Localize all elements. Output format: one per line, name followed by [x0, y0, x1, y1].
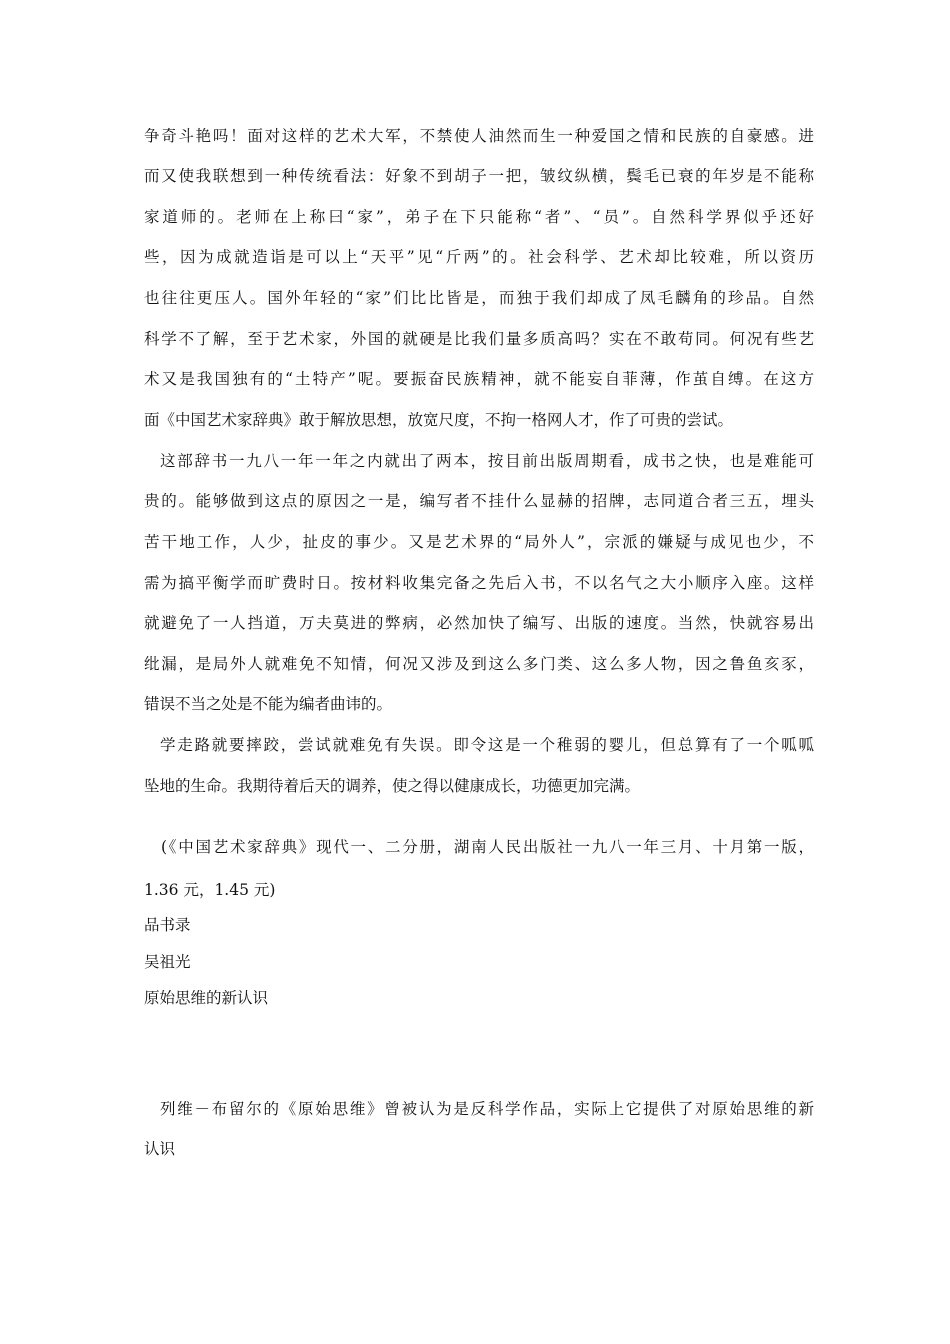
- text-line: 也往往更压人。国外年轻的“家”们比比皆是，而独于我们却成了凤毛麟角的珍品。自然: [144, 289, 814, 307]
- citation-line: 1.36 元，1.45 元): [144, 881, 276, 899]
- column-name: 品书录: [144, 916, 191, 934]
- text-line: 坠地的生命。我期待着后天的调养，使之得以健康成长，功德更加完满。: [144, 777, 641, 795]
- article-title: 原始思维的新认识: [144, 989, 269, 1007]
- text-line: 争奇斗艳吗！面对这样的艺术大军，不禁使人油然而生一种爱国之情和民族的自豪感。进: [144, 127, 814, 145]
- text-line: 学走路就要摔跤，尝试就难免有失误。即令这是一个稚弱的婴儿，但总算有了一个呱呱: [160, 736, 814, 754]
- text-line: 纰漏，是局外人就难免不知情，何况又涉及到这么多门类、这么多人物，因之鲁鱼亥豕，: [144, 655, 814, 673]
- text-line: 认识: [144, 1140, 176, 1158]
- text-line: 术又是我国独有的“土特产”呢。要振奋民族精神，就不能妄自菲薄，作茧自缚。在这方: [144, 370, 814, 388]
- text-line: 贵的。能够做到这点的原因之一是，编写者不挂什么显赫的招牌，志同道合者三五，埋头: [144, 492, 814, 510]
- text-line: 需为搞平衡学而旷费时日。按材料收集完备之先后入书，不以名气之大小顺序入座。这样: [144, 574, 814, 592]
- text-line: 这部辞书一九八一年一年之内就出了两本，按目前出版周期看，成书之快，也是难能可: [160, 452, 814, 470]
- text-line: 错误不当之处是不能为编者曲讳的。: [144, 695, 393, 713]
- text-line: 科学不了解，至于艺术家，外国的就硬是比我们量多质高吗？实在不敢苟同。何况有些艺: [144, 330, 814, 348]
- text-line: 就避免了一人挡道，万夫莫进的弊病，必然加快了编写、出版的速度。当然，快就容易出: [144, 614, 814, 632]
- author-name: 吴祖光: [144, 953, 191, 971]
- text-line: 苦干地工作，人少，扯皮的事少。又是艺术界的“局外人”，宗派的嫌疑与成见也少，不: [144, 533, 814, 551]
- text-line: 面《中国艺术家辞典》敢于解放思想，放宽尺度，不拘一格网人才，作了可贵的尝试。: [144, 411, 734, 429]
- text-line: 列维－布留尔的《原始思维》曾被认为是反科学作品，实际上它提供了对原始思维的新: [160, 1100, 814, 1118]
- text-line: 家道师的。老师在上称曰“家”，弟子在下只能称“者”、“员”。自然科学界似乎还好: [144, 208, 815, 226]
- text-line: 而又使我联想到一种传统看法：好象不到胡子一把，皱纹纵横，鬓毛已衰的年岁是不能称: [144, 167, 814, 185]
- text-line: 些，因为成就造诣是可以上“天平”见“斤两”的。社会科学、艺术却比较难，所以资历: [144, 248, 814, 266]
- citation-line: (《中国艺术家辞典》现代一、二分册，湖南人民出版社一九八一年三月、十月第一版，: [161, 838, 814, 856]
